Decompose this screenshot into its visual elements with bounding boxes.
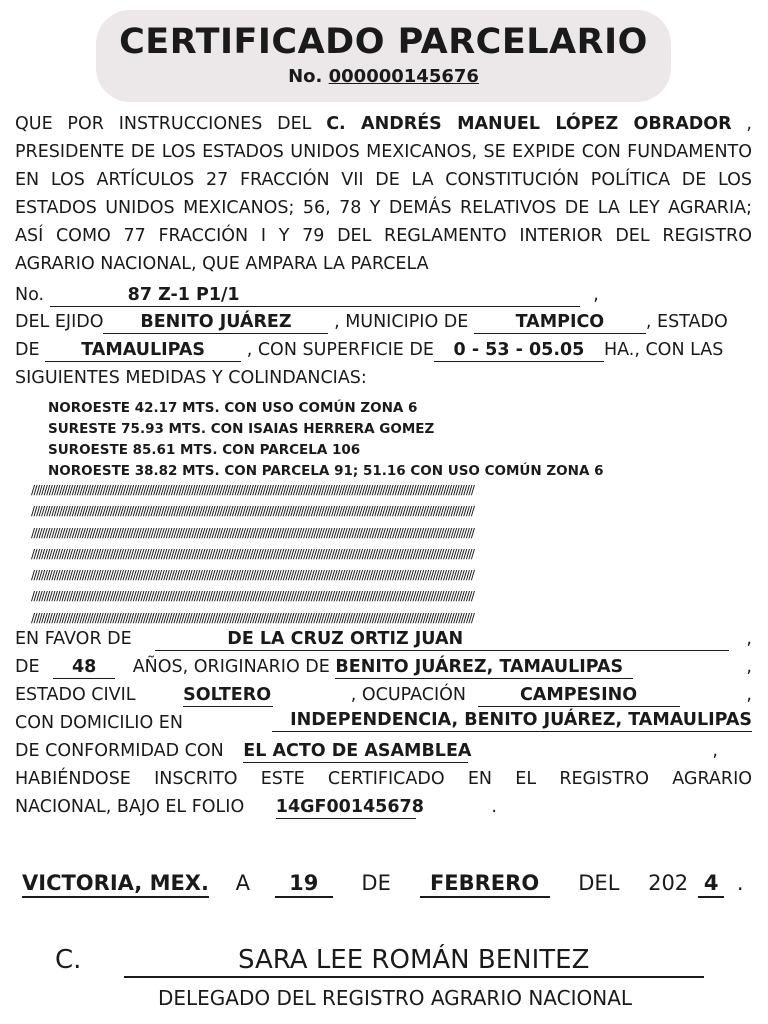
conformidad-value: EL ACTO DE ASAMBLEA [243, 741, 472, 761]
conformidad-line [15, 737, 752, 765]
colindancia-item: NOROESTE 42.17 MTS. CON USO COMÚN ZONA 6 [48, 400, 418, 416]
date-line [22, 866, 744, 900]
fill-line: ////////////////////////////////////////////////////////////////////////////////////////////////////////////////////////////////////////////////////////////////////////////// [31, 504, 474, 519]
colindancia-item: SURESTE 75.93 MTS. CON ISAIAS HERRERA GOMEZ [48, 421, 435, 437]
civil-value: SOLTERO [183, 684, 273, 707]
fill-line: ////////////////////////////////////////////////////////////////////////////////////////////////////////////////////////////////////////////////////////////////////////////// [31, 568, 474, 583]
fill-lines [31, 480, 735, 629]
origen-label: AÑOS, ORIGINARIO DE [132, 657, 330, 677]
domicilio-value: INDEPENDENCIA, BENITO JUÁREZ, TAMAULIPAS [272, 709, 752, 732]
municipio-value: TAMPICO [474, 311, 646, 334]
estado-label: DE [15, 340, 40, 360]
certificate-header [96, 10, 671, 102]
municipio-label: , MUNICIPIO DE [334, 312, 469, 332]
domicilio-label: CON DOMICILIO EN [15, 713, 183, 733]
origen-value: BENITO JUÁREZ, TAMAULIPAS [335, 656, 633, 679]
conformidad-suffix: , [712, 741, 718, 761]
date-dot: . [736, 871, 744, 895]
fill-line: ////////////////////////////////////////////////////////////////////////////////////////////////////////////////////////////////////////////////////////////////////////////// [31, 525, 474, 540]
civil-label: ESTADO CIVIL [15, 685, 136, 705]
date-year-last: 4 [698, 870, 724, 898]
conformidad-label: DE CONFORMIDAD CON [15, 741, 224, 761]
edad-suffix: , [746, 657, 752, 677]
edad-label: DE [15, 657, 40, 677]
president-name: C. ANDRÉS MANUEL LÓPEZ OBRADOR [326, 114, 732, 134]
folio-suffix: . [491, 797, 497, 817]
date-del: DEL [578, 871, 620, 895]
parcel-value: 87 Z-1 P1/1 [50, 284, 580, 307]
estado-label-1: , ESTADO [645, 312, 728, 332]
edad-line [15, 653, 752, 681]
ejido-label: DEL EJIDO [15, 312, 104, 332]
medidas-label: SIGUIENTES MEDIDAS Y COLINDANCIAS: [15, 368, 367, 388]
date-de: DE [361, 871, 391, 895]
intro-text-2: , PRESIDENTE DE LOS ESTADOS UNIDOS MEXICANOS, SE EXPIDE CON FUNDAMENTO EN LOS ARTÍCULOS 27 FRACCIÓN VII DE LA CONSTITUCIÓN POLÍTICA DE LOS ESTADOS UNIDOS MEXICANOS; 56, 78 Y DEMÁS RELATIVOS DE LA LEY AGRARIA; ASÍ COMO 77 FRACCIÓN I Y 79 DEL REGLAMENTO INTERIOR DEL REGISTRO AGRARIO NACIONAL, QUE AMPARA LA PARCELA [15, 114, 752, 274]
superficie-suffix: HA., CON LAS [603, 340, 724, 360]
civil-suffix: , [746, 685, 752, 705]
ocupacion-label: , OCUPACIÓN [350, 685, 466, 705]
certificate-number [96, 66, 671, 87]
date-day: 19 [275, 870, 333, 898]
domicilio-line [15, 709, 752, 737]
signature-prefix: C. [55, 945, 82, 975]
parcel-label: No. [15, 285, 45, 305]
superficie-value: 0 - 53 - 05.05 [434, 339, 604, 362]
certificate-number-label: No. [288, 66, 323, 87]
ejido-line [15, 308, 752, 336]
ocupacion-value: CAMPESINO [478, 684, 680, 707]
folio-value: 14GF00145678 [275, 797, 424, 817]
colindancia-item: NOROESTE 38.82 MTS. CON PARCELA 91; 51.16 CON USO COMÚN ZONA 6 [48, 463, 604, 479]
colindancias-list [48, 398, 604, 482]
superficie-label: , CON SUPERFICIE DE [246, 340, 434, 360]
fill-line: ////////////////////////////////////////////////////////////////////////////////////////////////////////////////////////////////////////////////////////////////////////////// [31, 483, 474, 497]
signature-name: SARA LEE ROMÁN BENITEZ [124, 944, 704, 978]
parcel-line [15, 281, 752, 309]
signature-line [55, 944, 704, 978]
folio-line [15, 793, 752, 821]
date-place: VICTORIA, MEX. [22, 870, 209, 898]
civil-line [15, 681, 752, 709]
date-a: A [235, 871, 251, 895]
signature-office: DELEGADO DEL REGISTRO AGRARIO NACIONAL [157, 986, 633, 1010]
fill-line: ////////////////////////////////////////////////////////////////////////////////////////////////////////////////////////////////////////////////////////////////////////////// [31, 546, 474, 561]
edad-value: 48 [53, 656, 115, 679]
estado-line [15, 336, 752, 364]
favor-suffix: , [746, 629, 752, 649]
fill-line: ////////////////////////////////////////////////////////////////////////////////////////////////////////////////////////////////////////////////////////////////////////////// [31, 610, 474, 625]
favor-value: DE LA CRUZ ORTIZ JUAN [155, 628, 729, 651]
certificate-number-value: 000000145676 [328, 66, 479, 87]
intro-text-1: QUE POR INSTRUCCIONES DEL [15, 114, 327, 134]
favor-label: EN FAVOR DE [15, 629, 132, 649]
inscrito-line: HABIÉNDOSE INSCRITO ESTE CERTIFICADO EN EL REGISTRO AGRARIO [15, 769, 752, 789]
intro-paragraph [15, 110, 752, 278]
favor-line [15, 625, 752, 653]
certificate-title: CERTIFICADO PARCELARIO [119, 22, 648, 62]
folio-label: NACIONAL, BAJO EL FOLIO [15, 797, 245, 817]
colindancia-item: SUROESTE 85.61 MTS. CON PARCELA 106 [48, 442, 361, 458]
parcel-suffix: , [593, 285, 599, 305]
date-year-prefix: 202 [648, 871, 689, 895]
ejido-value: BENITO JUÁREZ [103, 311, 328, 334]
fill-line: ////////////////////////////////////////////////////////////////////////////////////////////////////////////////////////////////////////////////////////////////////////////// [31, 589, 474, 604]
date-month: FEBRERO [420, 870, 550, 898]
estado-value: TAMAULIPAS [45, 339, 241, 362]
